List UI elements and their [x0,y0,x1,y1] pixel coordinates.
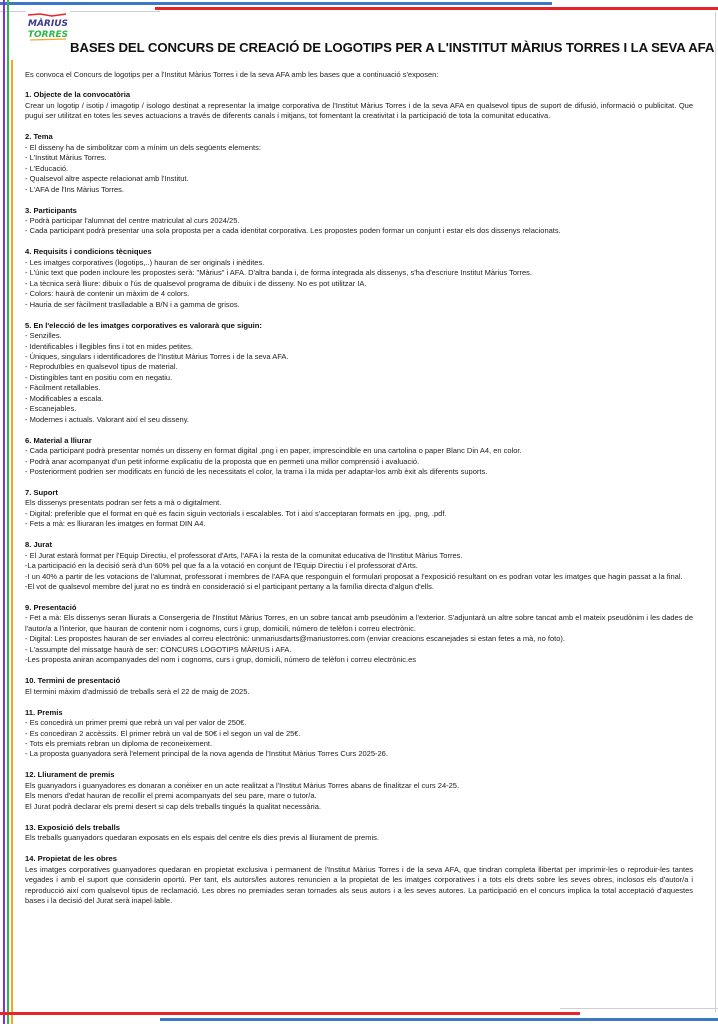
left-purple-line [3,0,5,1024]
section-line: - Cada participant podrà presentar una sola proposta per a cada identitat corporativa. Les propostes poden formar un conjunt i estar els dos dissenys relacionats. [25,226,561,236]
section-line: - Es concediran 2 accèssits. El primer rebrà un val de 50€ i el segon un val de 25€. [25,728,301,738]
section-heading: 14. Propietat de les obres [25,854,118,864]
section-line: - Escanejables. [25,404,77,414]
section-line: -La participació en la decisió serà d'un 60% pel que fa a la votació en conjunt de l'Equip Directiu i el professorat d'Arts. [25,561,418,571]
section-line: - Cada participant podrà presentar només un disseny en format digital .png i en paper, imprescindible en una cartolina o paper Blanc Din A4, en color. [25,446,522,456]
section-1 [25,90,693,121]
section-line: - Fet a mà: Els dissenys seran lliurats a Consergeria de l'Institut Màrius Torres, en un sobre tancat amb pseudònim a l'exterior. S'adjuntarà un altre sobre tancat amb el mateix pseudònim i les dades de l'autor/a a l'interior, que hauran de contenir nom i cognoms, curs i grup, domicili, número de telèfon i correu electrònic. [25,613,693,633]
section-10 [25,676,693,697]
section-heading: 2. Tema [25,132,53,142]
section-heading: 4. Requisits i condicions tècniques [25,247,152,257]
section-heading: 8. Jurat [25,540,53,550]
section-line: - La proposta guanyadora serà l'element principal de la nova agenda de l'Institut Màrius Torres Curs 2025-26. [25,749,388,759]
section-6 [25,436,693,478]
section-line: - El disseny ha de simbolitzar com a mínim un dels següents elements: [25,142,261,152]
section-line: - L'assumpte del missatge haurà de ser: CONCURS LOGOTIPS MÀRIUS i AFA. [25,644,292,654]
section-line: El termini màxim d'admissió de treballs serà el 22 de maig de 2025. [25,686,250,696]
section-line: - Modernes i actuals. Valorant així el seu disseny. [25,414,189,424]
top-gray-line [0,11,160,12]
section-line: - El Jurat estarà format per l'Equip Directiu, el professorat d'Arts, l'AFA i la resta de la comunitat educativa de l'Institut Màrius Torres. [25,550,463,560]
section-line: - L'Educació. [25,163,69,173]
section-line: - Colors: haurà de contenir un màxim de 4 colors. [25,289,190,299]
section-heading: 12. Lliurament de premis [25,770,115,780]
section-14 [25,854,693,906]
intro-text: Es convoca el Concurs de logotips per a l'Institut Màrius Torres i de la seva AFA amb les bases que a continuació s'exposen: [25,70,439,79]
top-red-line [155,7,718,10]
section-9 [25,603,693,666]
section-line: - Digital: preferible que el format en què es facin siguin vectorials i escalables. Tot i així s'acceptaran formats en .jpg, .png, .pdf. [25,508,447,518]
bottom-gray-line [560,1008,718,1009]
section-line: - Fets a mà: es lliuraran les imatges en format DIN A4. [25,519,206,529]
section-line: - Hauria de ser fàcilment traslladable a B/N i a gamma de grisos. [25,299,240,309]
page-title: BASES DEL CONCURS DE CREACIÓ DE LOGOTIPS PER A L'INSTITUT MÀRIUS TORRES I LA SEVA AFA [70,40,715,55]
section-line: -El vot de qualsevol membre del jurat no es tindrà en consideració si el participant pertany a la família directa d'algun d'ells. [25,582,434,592]
section-heading: 7. Suport [25,487,58,497]
section-line: - Tots els premiats rebran un diploma de reconeixement. [25,739,213,749]
section-8 [25,540,693,592]
section-line: - La tècnica serà lliure: dibuix o l'ús de qualsevol programa de dibuix i de disseny. No es pot utilitzar IA. [25,278,367,288]
school-logo-mark [26,11,70,43]
section-line: -Les proposta aniran acompanyades del nom i cognoms, curs i grup, domicili, número de telèfon i correu electrònic.es [25,655,417,665]
section-line: - L'AFA de l'Ins Màrius Torres. [25,184,125,194]
section-line: Els guanyadors i guanyadores es donaran a conèixer en un acte realitzat a l'Institut Màrius Torres abans de finalitzar el curs 24-25. [25,780,460,790]
section-line: - Es concedirà un primer premi que rebrà un val per valor de 250€. [25,718,247,728]
section-line: Els treballs guanyadors quedaran exposats en els espais del centre els dies previs al lliurament de premis. [25,833,379,843]
logo-line1: MÀRIUS [28,19,68,29]
section-line: - Reproduïbles en qualsevol tipus de material. [25,362,178,372]
section-heading: 10. Termini de presentació [25,676,121,686]
section-line: - Fàcilment retallables. [25,383,101,393]
section-line: - Les imatges corporatives (logotips,..) hauran de ser originals i inèdites. [25,257,265,267]
section-line: - Senzilles. [25,331,62,341]
section-line: Els menors d'edat hauran de recollir el premi acompanyats del seu pare, mare o tutor/a. [25,791,317,801]
section-heading: 1. Objecte de la convocatòria [25,90,131,100]
section-line: - L'Institut Màrius Torres. [25,153,107,163]
section-line: Els dissenys presentats podran ser fets a mà o digitalment. [25,498,222,508]
section-13 [25,823,693,844]
section-heading: 13. Exposició dels treballs [25,822,120,832]
section-line: - Podrà participar l'alumnat del centre matriculat al curs 2024/25. [25,215,240,225]
section-paragraph: Les imatges corporatives guanyadores quedaran en propietat exclusiva i permanent de l'Institut Màrius Torres i de la seva AFA, que tindran completa llibertat per imprimir-les o reproduir-les tantes vegades i amb el suport que considerin oportú. Per tant, els autors/les autores renuncien a la propietat de les imatges corporatives i a tots els drets sobre les seves obres, inclosos els d'autor/a i reproducció així com qualsevol tipus de reclamació. Les obres no premiades seran tornades als seus autors i a les seves autores. La participació en el concurs implica la total acceptació d'aquestes bases i la decisió del Jurat serà inapel·lable. [25,864,693,905]
section-line: - L'únic text que poden incloure les propostes serà: "Màrius" i AFA. D'altra banda i, de forma integrada als dissenys, s'ha d'escriure Institut Màrius Torres. [25,268,532,278]
section-line: - Digital: Les propostes hauran de ser enviades al correu electrònic: unmariusdarts@mariustorres.com (enviar creacions escanejades si estan fetes a mà, no foto). [25,634,565,644]
section-line: -I un 40% a partir de les votacions de l'alumnat, professorat i membres de l'AFA que responguin el formulari proposat a l'exposició resultant on es podran votar les imatges que hagin passat a la final. [25,571,683,581]
section-line: - Posteriorment podrien ser modificats en funció de les necessitats el color, la trama i la mida per adaptar-los amb èxit als diferents suports. [25,467,488,476]
section-line: - Distingibles tant en positiu com en negatiu. [25,372,173,382]
section-line: - Qualsevol altre aspecte relacionat amb l'Institut. [25,174,189,184]
section-line: El Jurat podrà declarar els premi desert si cap dels treballs tingués la qualitat necessària. [25,801,321,811]
section-paragraph: Crear un logotip / isotip / imagotip / isologo destinat a representar la imatge corporativa de l'Institut Màrius Torres i de la seva AFA en qualsevol tipus de suport de difusió, informació o publicitat. Que pugui ser utilitzat en totes les seves actuacions a través de diferents canals i mitjans, tot fomentant la creativitat i la participació de tota la comunitat educativa. [25,100,693,121]
section-7 [25,488,693,530]
section-2 [25,132,693,195]
left-yellow-line [11,60,13,1024]
bottom-red-line [0,1012,580,1015]
school-logo [26,11,70,43]
section-heading: 9. Presentació [25,603,77,613]
document-body [25,70,693,917]
section-line: - Úniques, singulars i identificadores de l'Institut Màrius Torres i de la seva AFA. [25,351,289,361]
section-heading: 5. En l'elecció de les imatges corporatives es valorarà que siguin: [25,320,262,330]
section-11 [25,708,693,760]
section-4 [25,247,693,310]
top-blue-line [0,2,552,5]
left-green-line [7,0,9,1024]
logo-line2: TORRES [27,30,69,40]
section-3 [25,206,693,237]
section-heading: 3. Participants [25,205,77,215]
section-line: - Identificables i llegibles fins i tot en mides petites. [25,341,193,351]
section-heading: 6. Material a lliurar [25,435,92,445]
bottom-blue-line [160,1018,718,1021]
section-5 [25,321,693,426]
section-heading: 11. Premis [25,707,63,717]
section-12 [25,770,693,812]
section-line: - Modificables a escala. [25,393,104,403]
section-line: - Podrà anar acompanyat d'un petit informe explicatiu de la proposta que en permeti una millor comprensió i avaluació. [25,456,420,466]
right-gray-line [715,12,716,1012]
